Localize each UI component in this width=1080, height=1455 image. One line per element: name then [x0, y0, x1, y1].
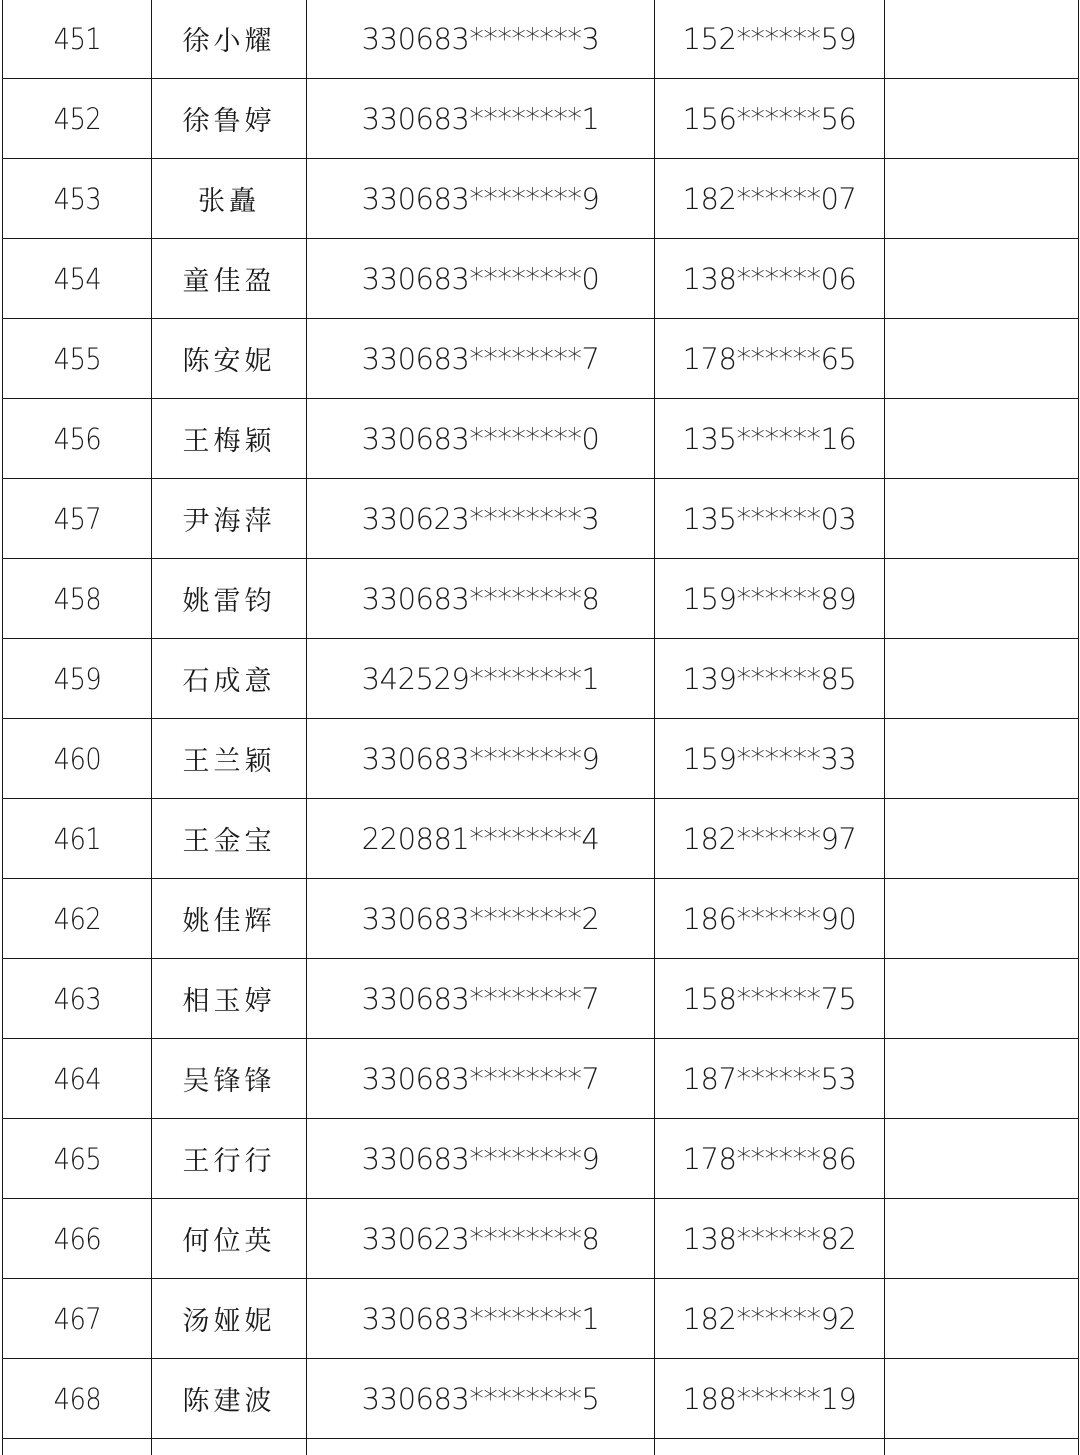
table-row: [3, 639, 1079, 719]
remarks-cell: [885, 1119, 1079, 1199]
remarks-cell: [885, 1359, 1079, 1439]
person-name: 张矗: [152, 159, 307, 239]
row-number: 456: [11, 399, 142, 479]
phone-number: 187******53: [655, 1039, 885, 1119]
remarks-cell: [885, 479, 1079, 559]
row-number: 463: [11, 959, 142, 1039]
person-name: 王行行: [152, 1119, 307, 1199]
table-row: [3, 319, 1079, 399]
id-number: 330683********9: [307, 719, 655, 799]
id-number: 220881********4: [307, 799, 655, 879]
person-name: 徐小耀: [152, 0, 307, 79]
id-number: 330683********0: [307, 399, 655, 479]
roster-table: [2, 0, 1079, 1455]
phone-number: 159******33: [655, 719, 885, 799]
person-name: 姚佳辉: [152, 879, 307, 959]
table-row: [3, 239, 1079, 319]
id-number: 330683********5: [307, 1359, 655, 1439]
phone-number: 138******82: [655, 1199, 885, 1279]
roster-table-body: [3, 0, 1079, 1455]
id-number: 330683********9: [307, 159, 655, 239]
remarks-cell: [885, 719, 1079, 799]
row-number: 457: [11, 479, 142, 559]
person-name: 徐鲁婷: [152, 79, 307, 159]
table-row: [3, 1359, 1079, 1439]
remarks-cell: [885, 799, 1079, 879]
row-number: 461: [11, 799, 142, 879]
table-row: [3, 1119, 1079, 1199]
phone-number: 178******86: [655, 1119, 885, 1199]
phone-number: [655, 1439, 885, 1455]
phone-number: 186******90: [655, 879, 885, 959]
phone-number: 135******16: [655, 399, 885, 479]
id-number: 330683********7: [307, 1039, 655, 1119]
table-row: [3, 1279, 1079, 1359]
row-number: 455: [11, 319, 142, 399]
remarks-cell: [885, 159, 1079, 239]
phone-number: 182******97: [655, 799, 885, 879]
id-number: 330683********7: [307, 319, 655, 399]
row-number: [11, 1439, 142, 1455]
row-number: 465: [11, 1119, 142, 1199]
row-number: 453: [11, 159, 142, 239]
id-number: 330683********8: [307, 559, 655, 639]
person-name: 王兰颖: [152, 719, 307, 799]
remarks-cell: [885, 239, 1079, 319]
remarks-cell: [885, 959, 1079, 1039]
remarks-cell: [885, 559, 1079, 639]
table-row: [3, 799, 1079, 879]
table-row: [3, 79, 1079, 159]
table-row: [3, 879, 1079, 959]
person-name: 石成意: [152, 639, 307, 719]
phone-number: 139******85: [655, 639, 885, 719]
person-name: 童佳盈: [152, 239, 307, 319]
row-number: 464: [11, 1039, 142, 1119]
table-row: [3, 0, 1079, 79]
table-row: [3, 959, 1079, 1039]
row-number: 462: [11, 879, 142, 959]
phone-number: 182******92: [655, 1279, 885, 1359]
table-row: [3, 1199, 1079, 1279]
phone-number: 182******07: [655, 159, 885, 239]
row-number: 458: [11, 559, 142, 639]
id-number: [307, 1439, 655, 1455]
id-number: 330683********2: [307, 879, 655, 959]
person-name: 陈建波: [152, 1359, 307, 1439]
id-number: 330683********0: [307, 239, 655, 319]
id-number: 330623********8: [307, 1199, 655, 1279]
remarks-cell: [885, 639, 1079, 719]
phone-number: 135******03: [655, 479, 885, 559]
phone-number: 152******59: [655, 0, 885, 79]
remarks-cell: [885, 1039, 1079, 1119]
table-row: [3, 719, 1079, 799]
remarks-cell: [885, 0, 1079, 79]
phone-number: 159******89: [655, 559, 885, 639]
row-number: 466: [11, 1199, 142, 1279]
row-number: 460: [11, 719, 142, 799]
row-number: 459: [11, 639, 142, 719]
person-name: 王梅颖: [152, 399, 307, 479]
person-name: 姚雷钧: [152, 559, 307, 639]
id-number: 330683********9: [307, 1119, 655, 1199]
phone-number: 188******19: [655, 1359, 885, 1439]
remarks-cell: [885, 319, 1079, 399]
phone-number: 156******56: [655, 79, 885, 159]
row-number: 467: [11, 1279, 142, 1359]
table-row: [3, 479, 1079, 559]
id-number: 330683********1: [307, 1279, 655, 1359]
remarks-cell: [885, 879, 1079, 959]
table-row: [3, 1039, 1079, 1119]
person-name: 王金宝: [152, 799, 307, 879]
id-number: 330683********7: [307, 959, 655, 1039]
remarks-cell: [885, 79, 1079, 159]
table-row: [3, 559, 1079, 639]
person-name: 汤娅妮: [152, 1279, 307, 1359]
remarks-cell: [885, 1279, 1079, 1359]
remarks-cell: [885, 399, 1079, 479]
table-row: [3, 159, 1079, 239]
id-number: 330683********1: [307, 79, 655, 159]
remarks-cell: [885, 1199, 1079, 1279]
id-number: 330623********3: [307, 479, 655, 559]
row-number: 468: [11, 1359, 142, 1439]
table-row: [3, 399, 1079, 479]
phone-number: 138******06: [655, 239, 885, 319]
table-row: [3, 1439, 1079, 1455]
phone-number: 158******75: [655, 959, 885, 1039]
person-name: [152, 1439, 307, 1455]
row-number: 454: [11, 239, 142, 319]
person-name: 相玉婷: [152, 959, 307, 1039]
person-name: 尹海萍: [152, 479, 307, 559]
remarks-cell: [885, 1439, 1079, 1455]
person-name: 陈安妮: [152, 319, 307, 399]
row-number: 451: [11, 0, 142, 79]
phone-number: 178******65: [655, 319, 885, 399]
id-number: 330683********3: [307, 0, 655, 79]
person-name: 何位英: [152, 1199, 307, 1279]
person-name: 吴锋锋: [152, 1039, 307, 1119]
id-number: 342529********1: [307, 639, 655, 719]
row-number: 452: [11, 79, 142, 159]
